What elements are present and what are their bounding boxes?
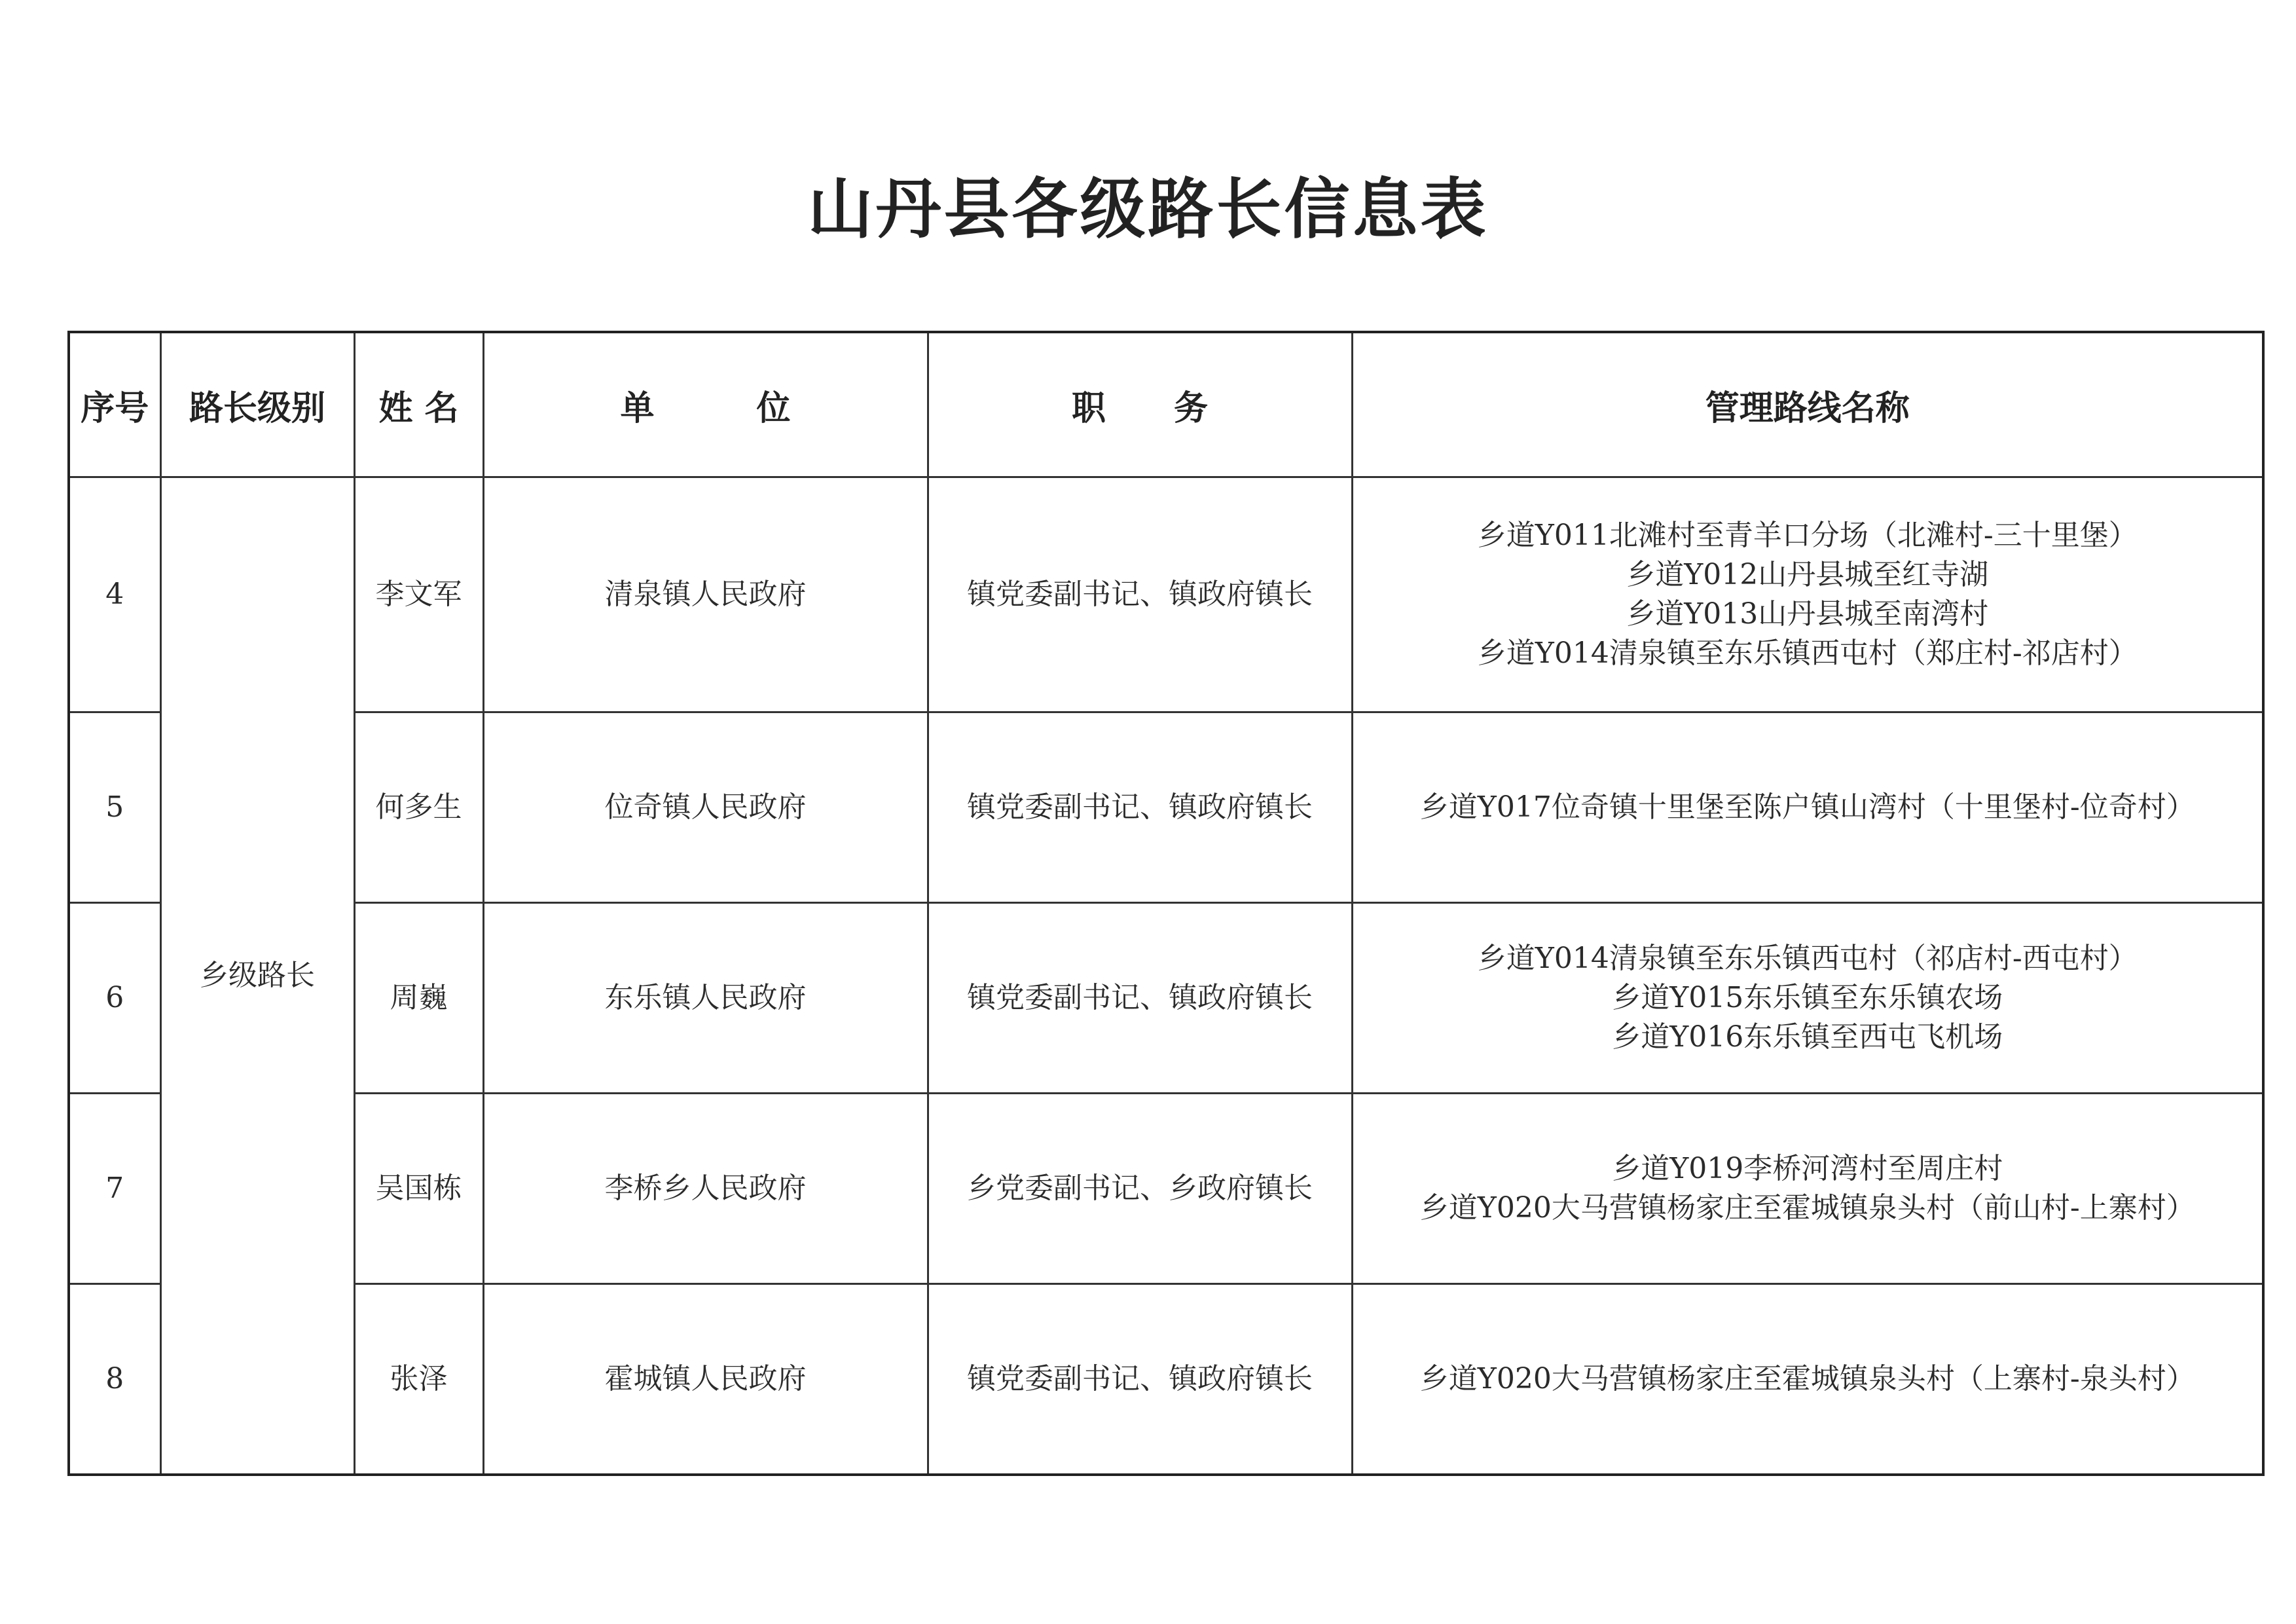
route-line: 乡道Y011北滩村至青羊口分场（北滩村-三十里堡） <box>1477 519 2138 552</box>
row-name: 周巍 <box>354 903 483 1094</box>
header-routes: 管理路线名称 <box>1352 332 2263 477</box>
route-line: 乡道Y016东乐镇至西屯飞机场 <box>1612 1020 2003 1054</box>
table-row <box>69 712 2263 903</box>
row-number: 4 <box>69 477 160 712</box>
table-row <box>69 1284 2263 1475</box>
row-position: 乡党委副书记、乡政府镇长 <box>928 1094 1352 1284</box>
road-chief-table <box>67 331 2265 1476</box>
header-unit: 单 位 <box>483 332 928 477</box>
header-level: 路长级别 <box>160 332 354 477</box>
row-number: 6 <box>69 903 160 1094</box>
row-number: 5 <box>69 712 160 903</box>
row-position: 镇党委副书记、镇政府镇长 <box>928 712 1352 903</box>
route-line: 乡道Y013山丹县城至南湾村 <box>1626 597 1989 631</box>
route-line: 乡道Y015东乐镇至东乐镇农场 <box>1612 981 2003 1014</box>
row-name: 李文军 <box>354 477 483 712</box>
table-row <box>69 1094 2263 1284</box>
row-unit: 位奇镇人民政府 <box>483 712 928 903</box>
route-line: 乡道Y017位奇镇十里堡至陈户镇山湾村（十里堡村-位奇村） <box>1419 790 2195 824</box>
row-name: 张泽 <box>354 1284 483 1475</box>
header-number: 序号 <box>69 332 160 477</box>
row-name: 何多生 <box>354 712 483 903</box>
header-position: 职 务 <box>928 332 1352 477</box>
row-routes <box>1352 1284 2263 1475</box>
route-line: 乡道Y020大马营镇杨家庄至霍城镇泉头村（上寨村-泉头村） <box>1419 1362 2195 1395</box>
row-position: 镇党委副书记、镇政府镇长 <box>928 903 1352 1094</box>
row-routes <box>1352 477 2263 712</box>
row-unit: 霍城镇人民政府 <box>483 1284 928 1475</box>
table-row <box>69 903 2263 1094</box>
row-name: 吴国栋 <box>354 1094 483 1284</box>
row-position: 镇党委副书记、镇政府镇长 <box>928 1284 1352 1475</box>
route-line: 乡道Y012山丹县城至红寺湖 <box>1626 558 1989 591</box>
route-line: 乡道Y014清泉镇至东乐镇西屯村（祁店村-西屯村） <box>1477 942 2138 975</box>
row-routes <box>1352 1094 2263 1284</box>
route-line: 乡道Y014清泉镇至东乐镇西屯村（郑庄村-祁店村） <box>1477 637 2138 670</box>
road-chief-level: 乡级路长 <box>160 477 354 1475</box>
row-routes <box>1352 903 2263 1094</box>
route-line: 乡道Y020大马营镇杨家庄至霍城镇泉头村（前山村-上寨村） <box>1419 1191 2195 1225</box>
table-header-row <box>69 332 2263 477</box>
row-unit: 李桥乡人民政府 <box>483 1094 928 1284</box>
row-position: 镇党委副书记、镇政府镇长 <box>928 477 1352 712</box>
row-routes <box>1352 712 2263 903</box>
row-number: 8 <box>69 1284 160 1475</box>
page-title: 山丹县各级路长信息表 <box>807 171 1489 248</box>
table-row <box>69 477 2263 712</box>
row-unit: 清泉镇人民政府 <box>483 477 928 712</box>
route-line: 乡道Y019李桥河湾村至周庄村 <box>1612 1152 2003 1185</box>
row-unit: 东乐镇人民政府 <box>483 903 928 1094</box>
header-name: 姓 名 <box>354 332 483 477</box>
row-number: 7 <box>69 1094 160 1284</box>
